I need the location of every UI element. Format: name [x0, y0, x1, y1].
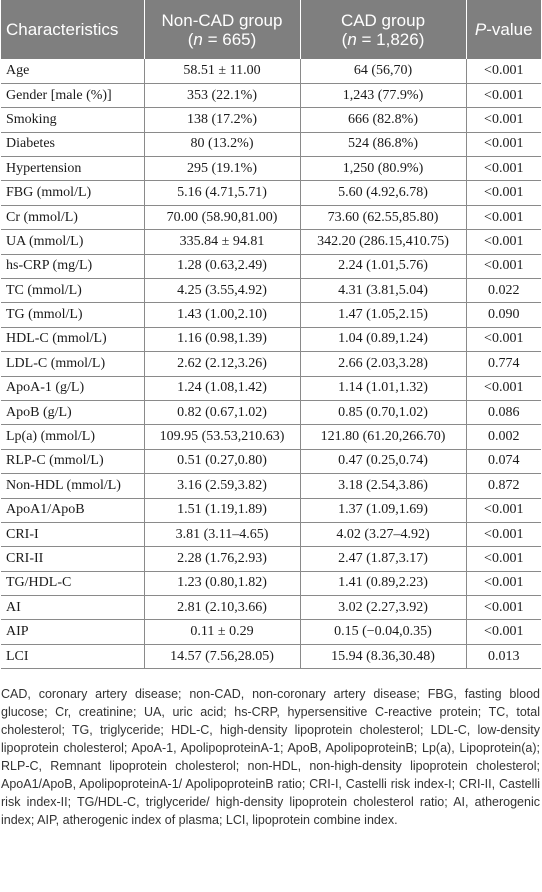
row-label: AI	[1, 596, 144, 620]
noncad-value: 1.28 (0.63,2.49)	[144, 254, 300, 278]
cad-value: 3.02 (2.27,3.92)	[300, 596, 466, 620]
p-value: 0.774	[466, 352, 541, 376]
p-value: 0.022	[466, 279, 541, 303]
table-row	[1, 644, 541, 668]
p-value: <0.001	[466, 327, 541, 351]
table-row	[1, 620, 541, 644]
cad-value: 5.60 (4.92,6.78)	[300, 181, 466, 205]
row-label: Gender [male (%)]	[1, 83, 144, 107]
table-row	[1, 59, 541, 83]
cad-value: 73.60 (62.55,85.80)	[300, 205, 466, 229]
row-label: Smoking	[1, 108, 144, 132]
noncad-value: 0.11 ± 0.29	[144, 620, 300, 644]
table-row	[1, 449, 541, 473]
header-noncad-count: (n = 665)	[187, 29, 257, 49]
header-cad-group	[300, 0, 466, 59]
noncad-value: 70.00 (58.90,81.00)	[144, 205, 300, 229]
cad-value: 2.66 (2.03,3.28)	[300, 352, 466, 376]
cad-value: 3.18 (2.54,3.86)	[300, 474, 466, 498]
header-cad-title: CAD group	[340, 10, 426, 30]
row-label: FBG (mmol/L)	[1, 181, 144, 205]
cad-value: 0.15 (−0.04,0.35)	[300, 620, 466, 644]
row-label: Non-HDL (mmol/L)	[1, 474, 144, 498]
table-row	[1, 205, 541, 229]
row-label: Diabetes	[1, 132, 144, 156]
p-value: <0.001	[466, 254, 541, 278]
header-noncad-title: Non-CAD group	[161, 10, 283, 30]
cad-value: 1.14 (1.01,1.32)	[300, 376, 466, 400]
noncad-value: 0.82 (0.67,1.02)	[144, 400, 300, 424]
cad-value: 2.47 (1.87,3.17)	[300, 547, 466, 571]
p-value: 0.090	[466, 303, 541, 327]
noncad-value: 335.84 ± 94.81	[144, 230, 300, 254]
row-label: LCI	[1, 644, 144, 668]
p-value: <0.001	[466, 83, 541, 107]
table-row	[1, 547, 541, 571]
p-value: <0.001	[466, 376, 541, 400]
header-row	[1, 0, 541, 59]
row-label: Age	[1, 59, 144, 83]
row-label: Cr (mmol/L)	[1, 205, 144, 229]
table-row	[1, 132, 541, 156]
p-value: <0.001	[466, 181, 541, 205]
row-label: LDL-C (mmol/L)	[1, 352, 144, 376]
p-value: <0.001	[466, 522, 541, 546]
p-value: <0.001	[466, 157, 541, 181]
table-row	[1, 327, 541, 351]
row-label: TG (mmol/L)	[1, 303, 144, 327]
row-label: TC (mmol/L)	[1, 279, 144, 303]
row-label: Lp(a) (mmol/L)	[1, 425, 144, 449]
cad-value: 121.80 (61.20,266.70)	[300, 425, 466, 449]
cad-value: 2.24 (1.01,5.76)	[300, 254, 466, 278]
table-row	[1, 400, 541, 424]
row-label: AIP	[1, 620, 144, 644]
noncad-value: 1.43 (1.00,2.10)	[144, 303, 300, 327]
noncad-value: 5.16 (4.71,5.71)	[144, 181, 300, 205]
noncad-value: 109.95 (53.53,210.63)	[144, 425, 300, 449]
header-noncad-group	[144, 0, 300, 59]
noncad-value: 138 (17.2%)	[144, 108, 300, 132]
cad-value: 1,243 (77.9%)	[300, 83, 466, 107]
cad-value: 0.47 (0.25,0.74)	[300, 449, 466, 473]
table-row	[1, 83, 541, 107]
noncad-value: 58.51 ± 11.00	[144, 59, 300, 83]
row-label: HDL-C (mmol/L)	[1, 327, 144, 351]
noncad-value: 295 (19.1%)	[144, 157, 300, 181]
table-header	[1, 0, 541, 59]
row-label: ApoB (g/L)	[1, 400, 144, 424]
cad-value: 524 (86.8%)	[300, 132, 466, 156]
row-label: hs-CRP (mg/L)	[1, 254, 144, 278]
noncad-value: 2.81 (2.10,3.66)	[144, 596, 300, 620]
cad-value: 15.94 (8.36,30.48)	[300, 644, 466, 668]
p-value: <0.001	[466, 596, 541, 620]
cad-value: 1.41 (0.89,2.23)	[300, 571, 466, 595]
cad-value: 1.04 (0.89,1.24)	[300, 327, 466, 351]
p-value: 0.086	[466, 400, 541, 424]
header-cad-count: (n = 1,826)	[341, 29, 425, 49]
cad-value: 0.85 (0.70,1.02)	[300, 400, 466, 424]
table-footnote: CAD, coronary artery disease; non-CAD, non-coronary artery disease; FBG, fasting blood glucose; Cr, creatinine; UA, uric acid; hs-CRP, hypersensitive C-reactive protein; TC, total cholesterol; TG, triglyceride; HDL-C, high-density lipoprotein cholesterol; LDL-C, low-density lipoprotein cholesterol; ApoA-1, ApolipoproteinA-1; ApoB, ApolipoproteinB; Lp(a), Lipoprotein(a); RLP-C, Remnant lipoprotein cholesterol; non-HDL, non-high-density lipoprotein cholesterol; ApoA1/ApoB, ApolipoproteinA-1/ ApolipoproteinB ratio; CRI-I, Castelli risk index-I; CRI-II, Castelli risk index-II; TG/HDL-C, triglyceride/ high-density lipoprotein cholesterol ratio; AI, atherogenic index; AIP, atherogenic index of plasma; LCI, lipoprotein combine index.	[1, 687, 540, 828]
table-row	[1, 474, 541, 498]
noncad-value: 3.81 (3.11–4.65)	[144, 522, 300, 546]
table-row	[1, 303, 541, 327]
table-body	[1, 59, 541, 669]
row-label: ApoA1/ApoB	[1, 498, 144, 522]
cad-value: 1.47 (1.05,2.15)	[300, 303, 466, 327]
cad-value: 1.37 (1.09,1.69)	[300, 498, 466, 522]
row-label: CRI-I	[1, 522, 144, 546]
row-label: RLP-C (mmol/L)	[1, 449, 144, 473]
noncad-value: 1.51 (1.19,1.89)	[144, 498, 300, 522]
table-row	[1, 522, 541, 546]
p-value: <0.001	[466, 547, 541, 571]
p-value: 0.013	[466, 644, 541, 668]
table-row	[1, 352, 541, 376]
p-value: <0.001	[466, 59, 541, 83]
header-characteristics: Characteristics	[1, 0, 144, 59]
noncad-value: 1.23 (0.80,1.82)	[144, 571, 300, 595]
p-value: <0.001	[466, 498, 541, 522]
noncad-value: 1.24 (1.08,1.42)	[144, 376, 300, 400]
characteristics-table	[1, 0, 541, 669]
noncad-value: 353 (22.1%)	[144, 83, 300, 107]
cad-value: 342.20 (286.15,410.75)	[300, 230, 466, 254]
cad-value: 4.02 (3.27–4.92)	[300, 522, 466, 546]
p-value: 0.002	[466, 425, 541, 449]
p-value: <0.001	[466, 571, 541, 595]
noncad-value: 80 (13.2%)	[144, 132, 300, 156]
table-row	[1, 157, 541, 181]
table-row	[1, 571, 541, 595]
noncad-value: 2.28 (1.76,2.93)	[144, 547, 300, 571]
p-value: 0.074	[466, 449, 541, 473]
cad-value: 666 (82.8%)	[300, 108, 466, 132]
table-row	[1, 498, 541, 522]
header-p-value: P-value	[466, 0, 541, 59]
noncad-value: 2.62 (2.12,3.26)	[144, 352, 300, 376]
p-value: <0.001	[466, 205, 541, 229]
noncad-value: 0.51 (0.27,0.80)	[144, 449, 300, 473]
p-value: 0.872	[466, 474, 541, 498]
p-value: <0.001	[466, 230, 541, 254]
noncad-value: 4.25 (3.55,4.92)	[144, 279, 300, 303]
table-row	[1, 108, 541, 132]
noncad-value: 1.16 (0.98,1.39)	[144, 327, 300, 351]
table-row	[1, 181, 541, 205]
table-row	[1, 279, 541, 303]
row-label: ApoA-1 (g/L)	[1, 376, 144, 400]
cad-value: 64 (56,70)	[300, 59, 466, 83]
noncad-value: 14.57 (7.56,28.05)	[144, 644, 300, 668]
row-label: CRI-II	[1, 547, 144, 571]
table-row	[1, 596, 541, 620]
p-value: <0.001	[466, 620, 541, 644]
noncad-value: 3.16 (2.59,3.82)	[144, 474, 300, 498]
row-label: UA (mmol/L)	[1, 230, 144, 254]
row-label: Hypertension	[1, 157, 144, 181]
table-row	[1, 254, 541, 278]
table-row	[1, 425, 541, 449]
table-row	[1, 230, 541, 254]
table-row	[1, 376, 541, 400]
p-value: <0.001	[466, 132, 541, 156]
p-value: <0.001	[466, 108, 541, 132]
row-label: TG/HDL-C	[1, 571, 144, 595]
cad-value: 1,250 (80.9%)	[300, 157, 466, 181]
cad-value: 4.31 (3.81,5.04)	[300, 279, 466, 303]
